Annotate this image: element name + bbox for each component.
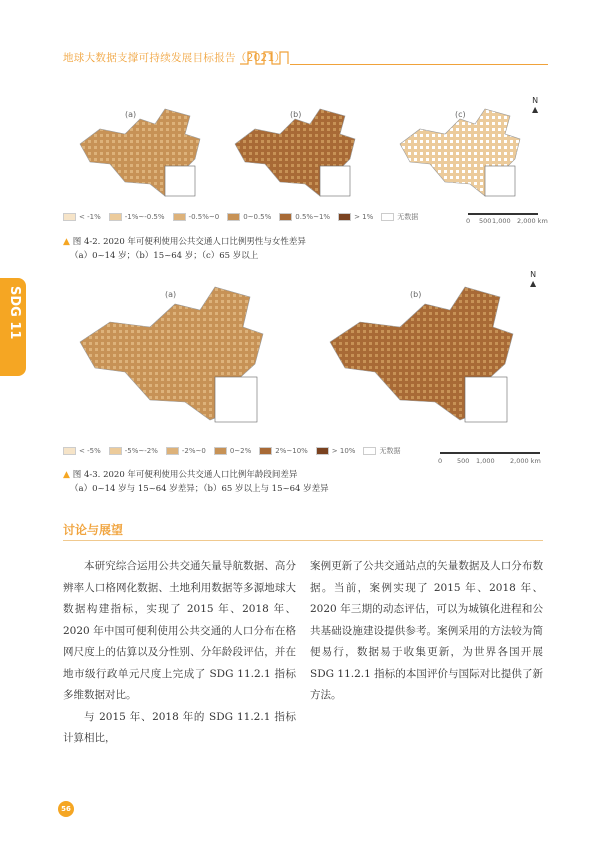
body-paragraph: 本研究综合运用公共交通矢量导航数据、高分辨率人口格网化数据、土地利用数据等多源地球大数据构建指标，实现了 2015 年、2018 年、2020 年中国可便利使用公共交通的人口分布在格网尺度上的估算以及分性别、分年龄段评估，并在地市级行政单元尺度上完成了 SDG 11.2.1 指标多维数据对比。 — [63, 560, 296, 701]
fig42-north-arrow: N ▲ — [532, 96, 539, 114]
fig42-panel-c-label: (c) — [455, 110, 466, 119]
fig43-caption: ▲ 图 4-3. 2020 年可便利使用公共交通人口比例年龄段间差异 — [63, 470, 298, 480]
fig43-legend-label: 2%~10% — [275, 447, 308, 455]
fig43-legend-item — [316, 447, 356, 455]
sdg-side-tab-label: SDG 11 — [7, 286, 22, 340]
fig42-caption-sub: （a）0~14 岁；（b）15~64 岁；（c）65 岁以上 — [70, 251, 259, 261]
fig42-panel-a-label: (a) — [125, 110, 137, 119]
fig43-legend-item — [259, 447, 308, 455]
running-header: 地球大数据支撑可持续发展目标报告（2021） — [63, 52, 286, 64]
body-right-column — [310, 556, 543, 707]
fig42-legend-swatch — [227, 213, 240, 221]
fig43-north-arrow: N ▲ — [530, 270, 537, 288]
fig42-legend-swatch — [381, 213, 394, 221]
fig42-legend-swatch — [338, 213, 351, 221]
section-rule — [63, 540, 543, 541]
fig43-panel-b-label: (b) — [410, 290, 422, 299]
body-left-column — [63, 556, 296, 750]
fig43-legend-label: > 10% — [331, 447, 356, 455]
fig43-scale-2000: 2,000 km — [510, 457, 541, 465]
fig42-scale-0: 0 — [466, 217, 471, 225]
fig43-legend-swatch — [109, 447, 122, 455]
body-paragraph: 案例更新了公共交通站点的矢量数据及人口分布数据。当前，案例实现了 2015 年、2018 年、2020 年三期的动态评估，可以为城镇化进程和公共基础设施建设提供参考。案例采用的方法较为简便易行，数据易于收集更新，为世界各国开展 SDG 11.2.1 指标的本国评价与国际对比提供了新方法。 — [310, 560, 543, 701]
fig43-legend-item — [214, 447, 251, 455]
fig43-scale-bar — [440, 452, 540, 454]
fig43-legend-label: < -5% — [79, 447, 101, 455]
fig43-legend-label: -2%~0 — [181, 447, 206, 455]
fig42-legend-item — [279, 213, 330, 221]
section-title: 讨论与展望 — [63, 523, 124, 537]
fig43-legend-swatch — [214, 447, 227, 455]
fig43-caption-sub: （a）0~14 岁与 15~64 岁差异；（b）65 岁以上与 15~64 岁差异 — [70, 484, 329, 494]
fig42-legend-label: < -1% — [79, 213, 101, 221]
fig43-scale-500: 500 — [457, 457, 470, 465]
fig42-scale-2000: 2,000 km — [517, 217, 548, 225]
fig42-legend-item — [173, 213, 220, 221]
fig43-legend-swatch — [316, 447, 329, 455]
fig42-legend-label: -0.5%~0 — [188, 213, 220, 221]
header-rule — [290, 64, 548, 65]
fig43-legend-label: -5%~-2% — [124, 447, 158, 455]
fig42-scale-bar — [468, 213, 538, 215]
fig42-legend-swatch — [173, 213, 186, 221]
fig43-legend-swatch — [166, 447, 179, 455]
fig43-scale-0: 0 — [438, 457, 443, 465]
page-number: 56 — [58, 801, 74, 817]
fig43-legend-label: 无数据 — [379, 447, 401, 455]
fig43-legend-swatch — [259, 447, 272, 455]
fig43-panel-a-label: (a) — [165, 290, 177, 299]
fig43-scale-1000: 1,000 — [476, 457, 495, 465]
fig42-legend — [63, 212, 418, 222]
fig42-scale-1000: 1,000 — [492, 217, 511, 225]
fig42-legend-item — [338, 213, 373, 221]
fig42-legend-item — [381, 212, 418, 222]
fig42-panel-b-label: (b) — [290, 110, 302, 119]
fig42-legend-item — [109, 213, 165, 221]
fig43-legend-swatch — [63, 447, 76, 455]
fig42-legend-swatch — [109, 213, 122, 221]
fig43-legend-label: 0~2% — [229, 447, 252, 455]
fig43-legend-swatch — [363, 447, 376, 455]
fig42-legend-label: 无数据 — [397, 213, 419, 221]
fig42-caption: ▲ 图 4-2. 2020 年可便利使用公共交通人口比例男性与女性差异 — [63, 237, 306, 247]
fig43-legend-item — [109, 447, 158, 455]
fig43-legend — [63, 446, 400, 456]
fig43-legend-item — [63, 447, 101, 455]
fig42-legend-label: > 1% — [354, 213, 374, 221]
fig43-legend-item — [363, 446, 400, 456]
fig42-legend-label: -1%~-0.5% — [124, 213, 165, 221]
fig42-legend-swatch — [63, 213, 76, 221]
fig42-legend-item — [227, 213, 271, 221]
fig42-legend-label: 0~0.5% — [243, 213, 272, 221]
fig42-legend-item — [63, 213, 101, 221]
fig43-legend-item — [166, 447, 206, 455]
figure-4-3-maps — [60, 272, 550, 432]
body-paragraph: 与 2015 年、2018 年的 SDG 11.2.1 指标计算相比， — [63, 710, 296, 744]
fig42-legend-swatch — [279, 213, 292, 221]
fig42-scale-500: 500 — [479, 217, 492, 225]
fig42-legend-label: 0.5%~1% — [295, 213, 331, 221]
